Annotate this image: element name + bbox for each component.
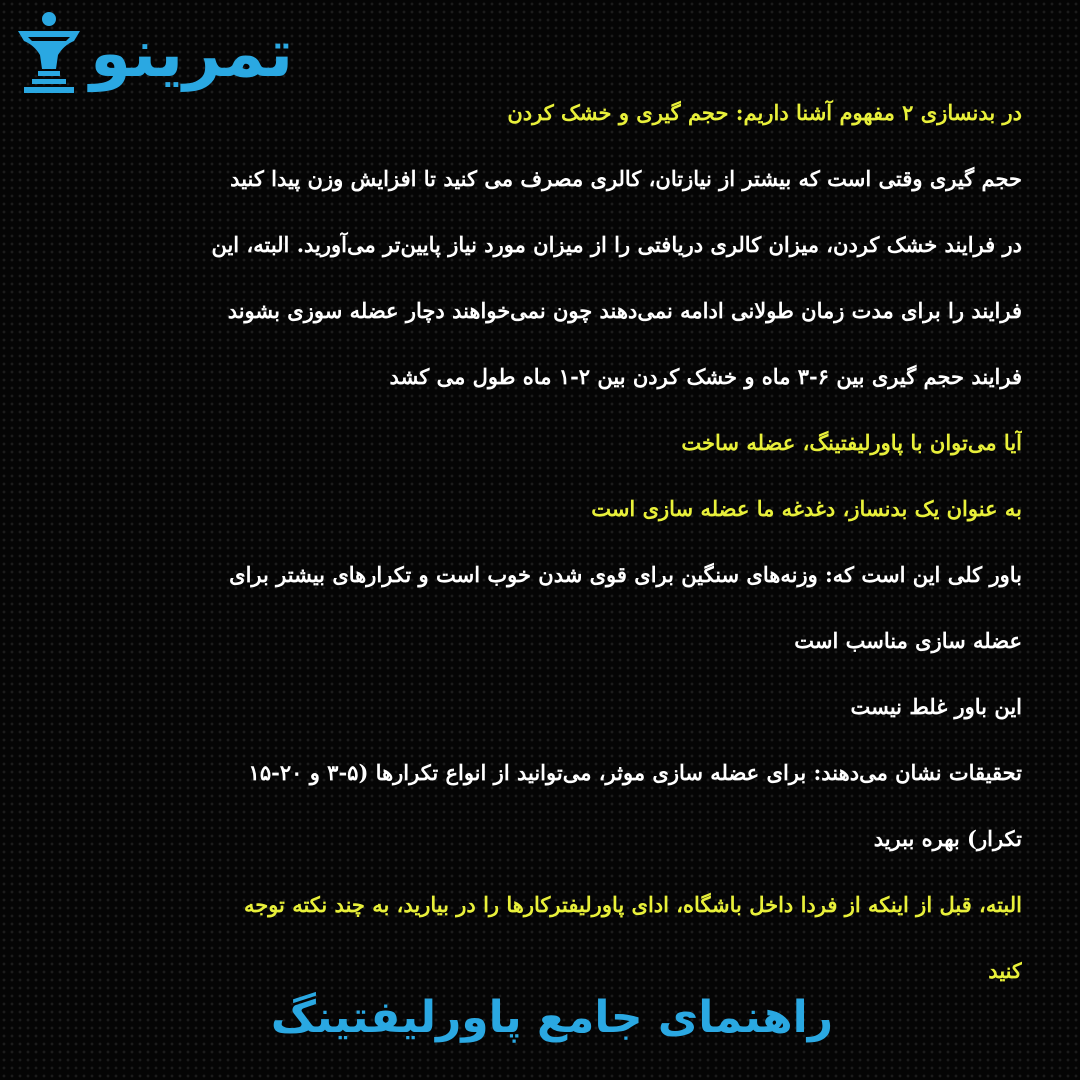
text-line: به عنوان یک بدنساز، دغدغه ما عضله سازی است [591, 496, 1022, 521]
text-line: کنید [988, 958, 1022, 983]
article-body [62, 96, 1022, 1020]
text-line: این باور غلط نیست [850, 694, 1022, 719]
text-line: باور کلی این است که: وزنه‌های سنگین برای قوی شدن خوب است و تکرارهای بیشتر برای [229, 562, 1022, 587]
text-line: عضله سازی مناسب است [794, 628, 1022, 653]
trophy-logo-icon [14, 11, 84, 97]
brand-logo [14, 8, 444, 100]
text-line: حجم گیری وقتی است که بیشتر از نیازتان، کالری مصرف می کنید تا افزایش وزن پیدا کنید [230, 166, 1022, 191]
text-line: تکرار) بهره ببرید [873, 826, 1022, 851]
text-line: فرایند حجم گیری بین ۶-۳ ماه و خشک کردن بین ۲-۱ ماه طول می کشد [389, 364, 1022, 389]
text-line: البته، قبل از اینکه از فردا داخل باشگاه، ادای پاورلیفترکارها را در بیارید، به چند نکته توجه [243, 892, 1022, 917]
footer-banner [0, 978, 1080, 1058]
footer-title: راهنمای جامع پاورلیفتینگ [270, 992, 834, 1043]
text-line: آیا می‌توان با پاورلیفتینگ، عضله ساخت [681, 430, 1022, 455]
text-line: در فرایند خشک کردن، میزان کالری دریافتی را از میزان مورد نیاز پایین‌تر می‌آورید. البته، این [211, 232, 1022, 257]
brand-logo-text: تمرینو [90, 15, 294, 92]
text-line: در بدنسازی ۲ مفهوم آشنا داریم: حجم گیری و خشک کردن [507, 100, 1022, 125]
text-line: تحقیقات نشان می‌دهند: برای عضله سازی موثر، می‌توانید از انواع تکرارها (۵-۳ و ۲۰-۱۵ [248, 760, 1022, 785]
text-line: فرایند را برای مدت زمان طولانی ادامه نمی‌دهند چون نمی‌خواهند دچار عضله سوزی بشوند [227, 298, 1022, 323]
